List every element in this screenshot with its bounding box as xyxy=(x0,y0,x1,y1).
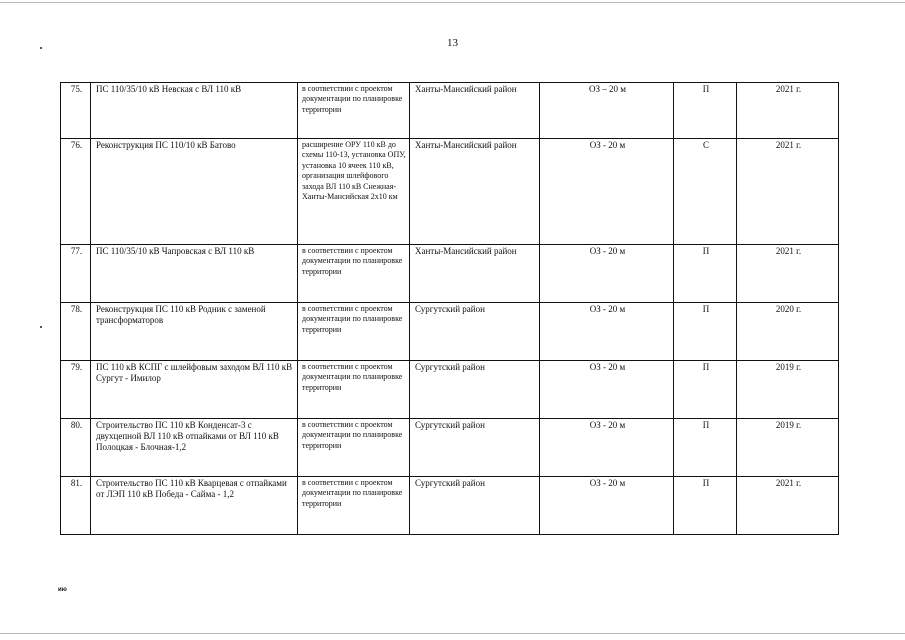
projects-table xyxy=(60,82,839,535)
row-number-cell: 81. xyxy=(61,477,91,535)
zone-cell: ОЗ - 20 м xyxy=(540,303,674,361)
page-number: 13 xyxy=(447,37,458,49)
table-row xyxy=(61,361,839,419)
district-cell: Сургутский район xyxy=(410,361,540,419)
row-number-cell: 80. xyxy=(61,419,91,477)
zone-cell: ОЗ – 20 м xyxy=(540,83,674,139)
year-cell: 2021 г. xyxy=(737,245,839,303)
district-cell: Ханты-Мансийский район xyxy=(410,139,540,245)
table-body xyxy=(61,83,839,535)
year-cell: 2020 г. xyxy=(737,303,839,361)
row-number-cell: 79. xyxy=(61,361,91,419)
table-row xyxy=(61,83,839,139)
year-cell: 2019 г. xyxy=(737,419,839,477)
year-cell: 2021 г. xyxy=(737,477,839,535)
status-cell: П xyxy=(674,245,737,303)
table-row xyxy=(61,477,839,535)
row-number-cell: 76. xyxy=(61,139,91,245)
table-row xyxy=(61,245,839,303)
object-name-cell: ПС 110/35/10 кВ Чапровская с ВЛ 110 кВ xyxy=(91,245,298,303)
zone-cell: ОЗ - 20 м xyxy=(540,245,674,303)
table-row xyxy=(61,419,839,477)
district-cell: Сургутский район xyxy=(410,303,540,361)
zone-cell: ОЗ - 20 м xyxy=(540,419,674,477)
year-cell: 2021 г. xyxy=(737,139,839,245)
object-name-cell: Реконструкция ПС 110 кВ Родник с заменой трансформаторов xyxy=(91,303,298,361)
corner-mark: ию xyxy=(58,587,67,593)
description-cell: в соответствии с проектом документации по планировке территории xyxy=(298,477,410,535)
table-row xyxy=(61,303,839,361)
status-cell: П xyxy=(674,419,737,477)
object-name-cell: ПС 110 кВ КСПГ с шлейфовым заходом ВЛ 110 кВ Сургут - Имилор xyxy=(91,361,298,419)
description-cell: в соответствии с проектом документации по планировке территории xyxy=(298,419,410,477)
table-row xyxy=(61,139,839,245)
status-cell: П xyxy=(674,83,737,139)
description-cell: в соответствии с проектом документации по планировке территории xyxy=(298,245,410,303)
object-name-cell: Строительство ПС 110 кВ Конденсат-3 с двухцепной ВЛ 110 кВ отпайками от ВЛ 110 кВ Полоцкая - Блочная-1,2 xyxy=(91,419,298,477)
object-name-cell: Реконструкция ПС 110/10 кВ Батово xyxy=(91,139,298,245)
zone-cell: ОЗ - 20 м xyxy=(540,139,674,245)
status-cell: П xyxy=(674,477,737,535)
description-cell: в соответствии с проектом документации по планировке территории xyxy=(298,83,410,139)
description-cell: расширение ОРУ 110 кВ до схемы 110-13, установка ОПУ, установка 10 ячеек 110 кВ, организация шлейфового захода ВЛ 110 кВ Снежная-Ханты-Мансийская 2х10 км xyxy=(298,139,410,245)
row-number-cell: 77. xyxy=(61,245,91,303)
scan-speck xyxy=(40,326,42,328)
district-cell: Ханты-Мансийский район xyxy=(410,83,540,139)
district-cell: Ханты-Мансийский район xyxy=(410,245,540,303)
object-name-cell: Строительство ПС 110 кВ Кварцевая с отпайками от ЛЭП 110 кВ Победа - Сайма - 1,2 xyxy=(91,477,298,535)
zone-cell: ОЗ - 20 м xyxy=(540,361,674,419)
description-cell: в соответствии с проектом документации по планировке территории xyxy=(298,361,410,419)
zone-cell: ОЗ - 20 м xyxy=(540,477,674,535)
row-number-cell: 75. xyxy=(61,83,91,139)
district-cell: Сургутский район xyxy=(410,419,540,477)
row-number-cell: 78. xyxy=(61,303,91,361)
year-cell: 2021 г. xyxy=(737,83,839,139)
scan-edge-top xyxy=(0,2,905,3)
scan-edge-bottom xyxy=(0,633,905,634)
district-cell: Сургутский район xyxy=(410,477,540,535)
object-name-cell: ПС 110/35/10 кВ Невская с ВЛ 110 кВ xyxy=(91,83,298,139)
year-cell: 2019 г. xyxy=(737,361,839,419)
status-cell: П xyxy=(674,361,737,419)
status-cell: С xyxy=(674,139,737,245)
description-cell: в соответствии с проектом документации по планировке территории xyxy=(298,303,410,361)
status-cell: П xyxy=(674,303,737,361)
